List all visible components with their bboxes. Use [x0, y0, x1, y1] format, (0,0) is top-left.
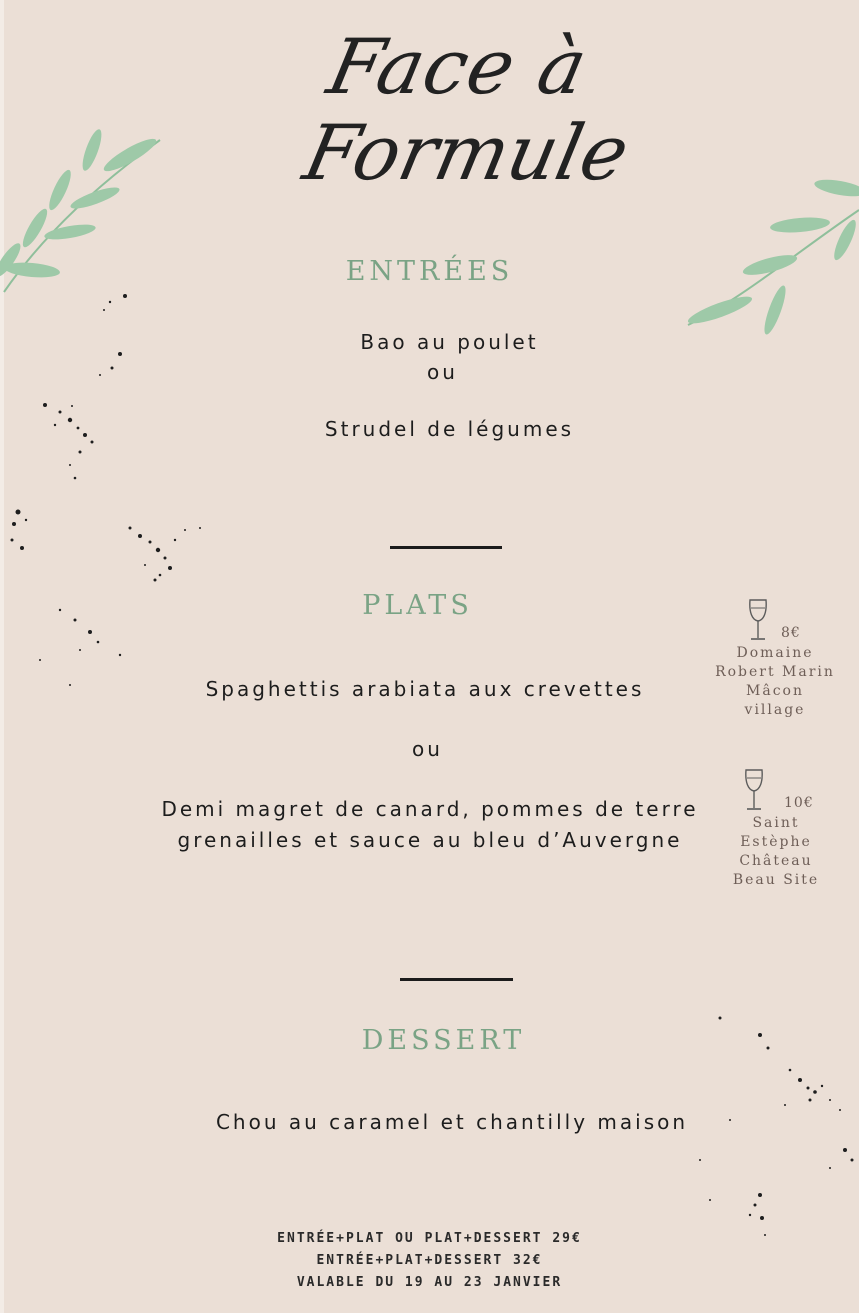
- plat-or: ou: [412, 737, 443, 761]
- section-divider: [390, 546, 502, 549]
- wine-line: Mâcon: [746, 683, 804, 699]
- entree-item-1: Bao au poulet: [360, 330, 539, 354]
- entree-or: ou: [427, 360, 458, 384]
- plat-item-1: Spaghettis arabiata aux crevettes: [205, 677, 645, 701]
- footer-line-3: VALABLE DU 19 AU 23 JANVIER: [296, 1275, 563, 1290]
- section-heading-plats: PLATS: [362, 590, 473, 621]
- section-divider: [400, 978, 513, 981]
- title-line-2: Formule: [296, 108, 637, 197]
- wine-line: Domaine: [736, 645, 814, 661]
- section-heading-dessert: DESSERT: [361, 1025, 526, 1056]
- wine-line: Robert Marin: [715, 664, 835, 680]
- plat-item-2-line-2: grenailles et sauce au bleu d’Auvergne: [177, 828, 683, 852]
- wine-line: Château: [739, 853, 813, 869]
- wine-line: village: [744, 702, 806, 718]
- wine-price: 8€: [781, 625, 801, 641]
- wine-line: Beau Site: [732, 872, 820, 888]
- dessert-item-1: Chou au caramel et chantilly maison: [215, 1110, 689, 1134]
- wine-line: Estèphe: [740, 834, 812, 850]
- menu-title: [296, 16, 637, 226]
- wine-pairing-1: [705, 624, 845, 720]
- section-heading-entrees: ENTRÉES: [345, 256, 514, 287]
- entree-item-2: Strudel de légumes: [324, 417, 575, 441]
- wine-pairing-2: [720, 794, 832, 890]
- plat-item-2-line-1: Demi magret de canard, pommes de terre: [161, 797, 699, 821]
- title-line-1: Face à: [320, 22, 596, 111]
- footer-line-2: ENTRÉE+PLAT+DESSERT 32€: [316, 1253, 543, 1268]
- footer-line-1: ENTRÉE+PLAT OU PLAT+DESSERT 29€: [277, 1231, 582, 1246]
- wine-line: Saint: [752, 815, 800, 831]
- wine-price: 10€: [784, 795, 814, 811]
